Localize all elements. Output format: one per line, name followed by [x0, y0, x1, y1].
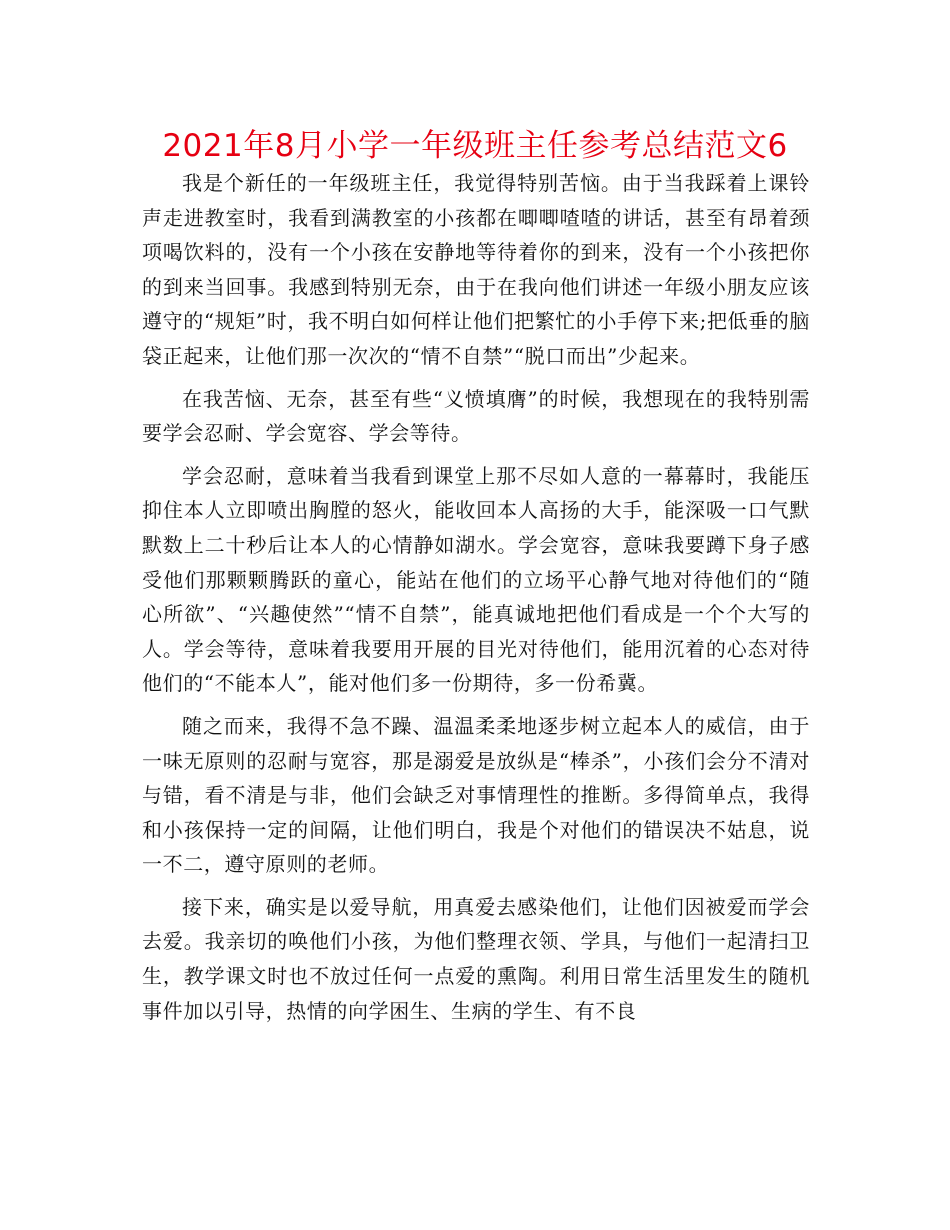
- paragraph-3: 学会忍耐，意味着当我看到课堂上那不尽如人意的一幕幕时，我能压抑住本人立即喷出胸膛的怒火，能收回本人高扬的大手，能深吸一口气默默数上二十秒后让本人的心情静如湖水。学会宽容，意味我要蹲下身子感受他们那颗颗腾跃的童心，能站在他们的立场平心静气地对待他们的“随心所欲”、“兴趣使然”“情不自禁”，能真诚地把他们看成是一个个大写的人。学会等待，意味着我要用开展的目光对待他们，能用沉着的心态对待他们的“不能本人”，能对他们多一份期待，多一份希冀。: [142, 463, 810, 696]
- paragraph-1: 我是个新任的一年级班主任，我觉得特别苦恼。由于当我踩着上课铃声走进教室时，我看到满教室的小孩都在唧唧喳喳的讲话，甚至有昂着颈项喝饮料的，没有一个小孩在安静地等待着你的到来，没有一个小孩把你的到来当回事。我感到特别无奈，由于在我向他们讲述一年级小朋友应该遵守的“规矩”时，我不明白如何样让他们把繁忙的小手停下来;把低垂的脑袋正起来，让他们那一次次的“情不自禁”“脱口而出”少起来。: [142, 171, 810, 368]
- document-body: [142, 166, 810, 1036]
- paragraph-4: 随之而来，我得不急不躁、温温柔柔地逐步树立起本人的威信，由于一味无原则的忍耐与宽容，那是溺爱是放纵是“棒杀”，小孩们会分不清对与错，看不清是与非，他们会缺乏对事情理性的推断。多得简单点，我得和小孩保持一定的间隔，让他们明白，我是个对他们的错误决不姑息，说一不二，遵守原则的老师。: [142, 713, 810, 877]
- paragraph-2: 在我苦恼、无奈，甚至有些“义愤填膺”的时候，我想现在的我特别需要学会忍耐、学会宽容、学会等待。: [142, 386, 810, 446]
- paragraph-5: 接下来，确实是以爱导航，用真爱去感染他们，让他们因被爱而学会去爱。我亲切的唤他们小孩，为他们整理衣领、学具，与他们一起清扫卫生，教学课文时也不放过任何一点爱的熏陶。利用日常生活里发生的随机事件加以引导，热情的向学困生、生病的学生、有不良: [142, 894, 810, 1023]
- document-title: 2021年8月小学一年级班主任参考总结范文6: [162, 128, 788, 164]
